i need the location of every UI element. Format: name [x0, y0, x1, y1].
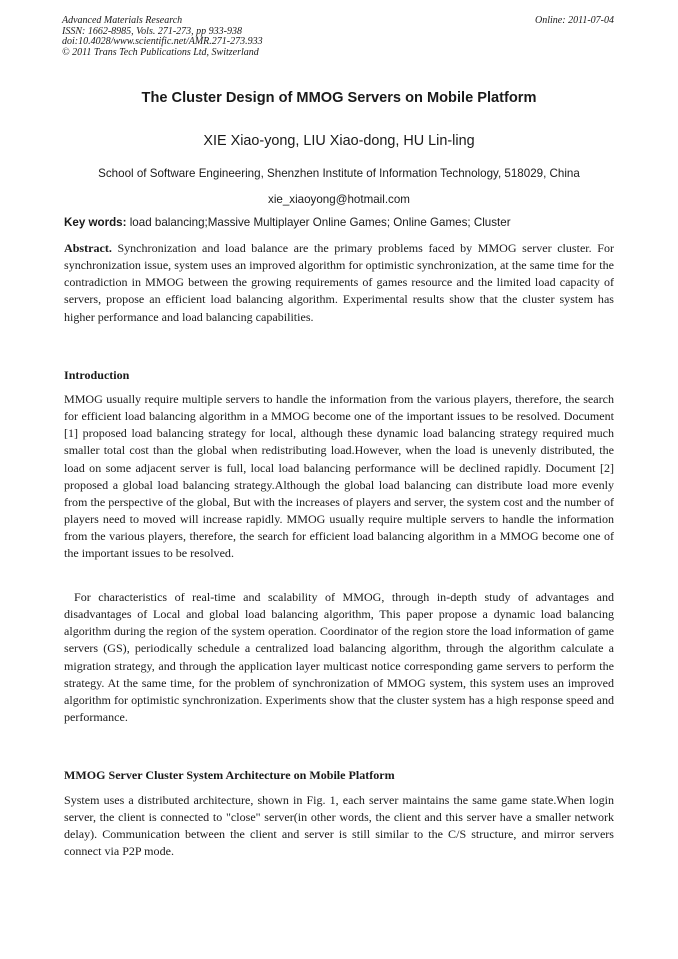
section-heading-introduction: Introduction: [64, 368, 130, 382]
keywords-text: load balancing;Massive Multiplayer Online Games; Online Games; Cluster: [129, 216, 511, 229]
abstract-text: Synchronization and load balance are the primary problems faced by MMOG server cluster. For synchronization issue, system uses an improved algorithm for optimistic synchronization, at the same time for the contradiction in MMOG between the growing requirements of games resource and the limited load capacity of servers, propose an efficient load balancing algorithm. Experimental results show that the cluster system has higher performance and load balancing capabilities.: [64, 241, 614, 324]
keywords: [64, 216, 616, 229]
journal-header: [62, 16, 616, 58]
section-heading-architecture: MMOG Server Cluster System Architecture on Mobile Platform: [64, 768, 395, 782]
paper-title: The Cluster Design of MMOG Servers on Mobile Platform: [141, 90, 537, 106]
journal-copyright: © 2011 Trans Tech Publications Ltd, Switzerland: [62, 46, 259, 58]
abstract: [64, 240, 614, 326]
introduction-paragraph-1: MMOG usually require multiple servers to handle the information from the various players, therefore, the search for efficient load balancing algorithm in a MMOG become one of the important issues to be resolved. Document [1] proposed load balancing strategy for local, although these dynamic load balancing strategy required much smaller total cost than the global when redistributing load.However, when the load is unevenly distributed, the load on some adjacent server is full, local load balancing performance will be declined rapidly. Document [2] proposed a global load balancing strategy.Although the global load balancing can distribute load more evenly from the perspective of the global, But with the increases of players and server, the system cost and the number of players need to moved will increase rapidly. MMOG usually require multiple servers to handle the information from the various players, therefore, the search for efficient load balancing algorithm in a MMOG become one of the important issues to be resolved.: [64, 392, 614, 561]
keywords-label: Key words:: [64, 216, 127, 229]
architecture-paragraph-1: System uses a distributed architecture, shown in Fig. 1, each server maintains the same game state.When login server, the client is connected to "close" server(in other words, the client and this server have a smaller network delay). Communication between the client and server is still similar to the C/S structure, and mirror servers connect via P2P mode.: [64, 793, 614, 859]
affiliation: School of Software Engineering, Shenzhen Institute of Information Technology, 518029, China: [98, 167, 580, 180]
online-date: Online: 2011-07-04: [535, 15, 614, 26]
introduction-paragraph-2: For characteristics of real-time and scalability of MMOG, through in-depth study of advantages and disadvantages of Local and global load balancing algorithm, This paper propose a dynamic load balancing algorithm during the region of the system operation. Coordinator of the region store the load information of game servers (GS), periodically schedule a centralized load balancing algorithm, through the algorithm calculate a migration strategy, and through the application layer multicast notice corresponding game servers to perform the strategy. At the same time, for the problem of synchronization of MMOG system, this system uses an improved algorithm for optimistic synchronization. Experiments show that the cluster system has a high response speed and performance.: [64, 590, 614, 725]
abstract-label: Abstract.: [64, 241, 112, 255]
journal-name: Advanced Materials Research: [62, 15, 183, 26]
journal-issn: ISSN: 1662-8985, Vols. 271-273, pp 933-938: [62, 25, 242, 37]
journal-doi: doi:10.4028/www.scientific.net/AMR.271-273.933: [62, 36, 263, 48]
author-email: xie_xiaoyong@hotmail.com: [268, 193, 410, 206]
authors: XIE Xiao-yong, LIU Xiao-dong, HU Lin-ling: [203, 133, 475, 149]
